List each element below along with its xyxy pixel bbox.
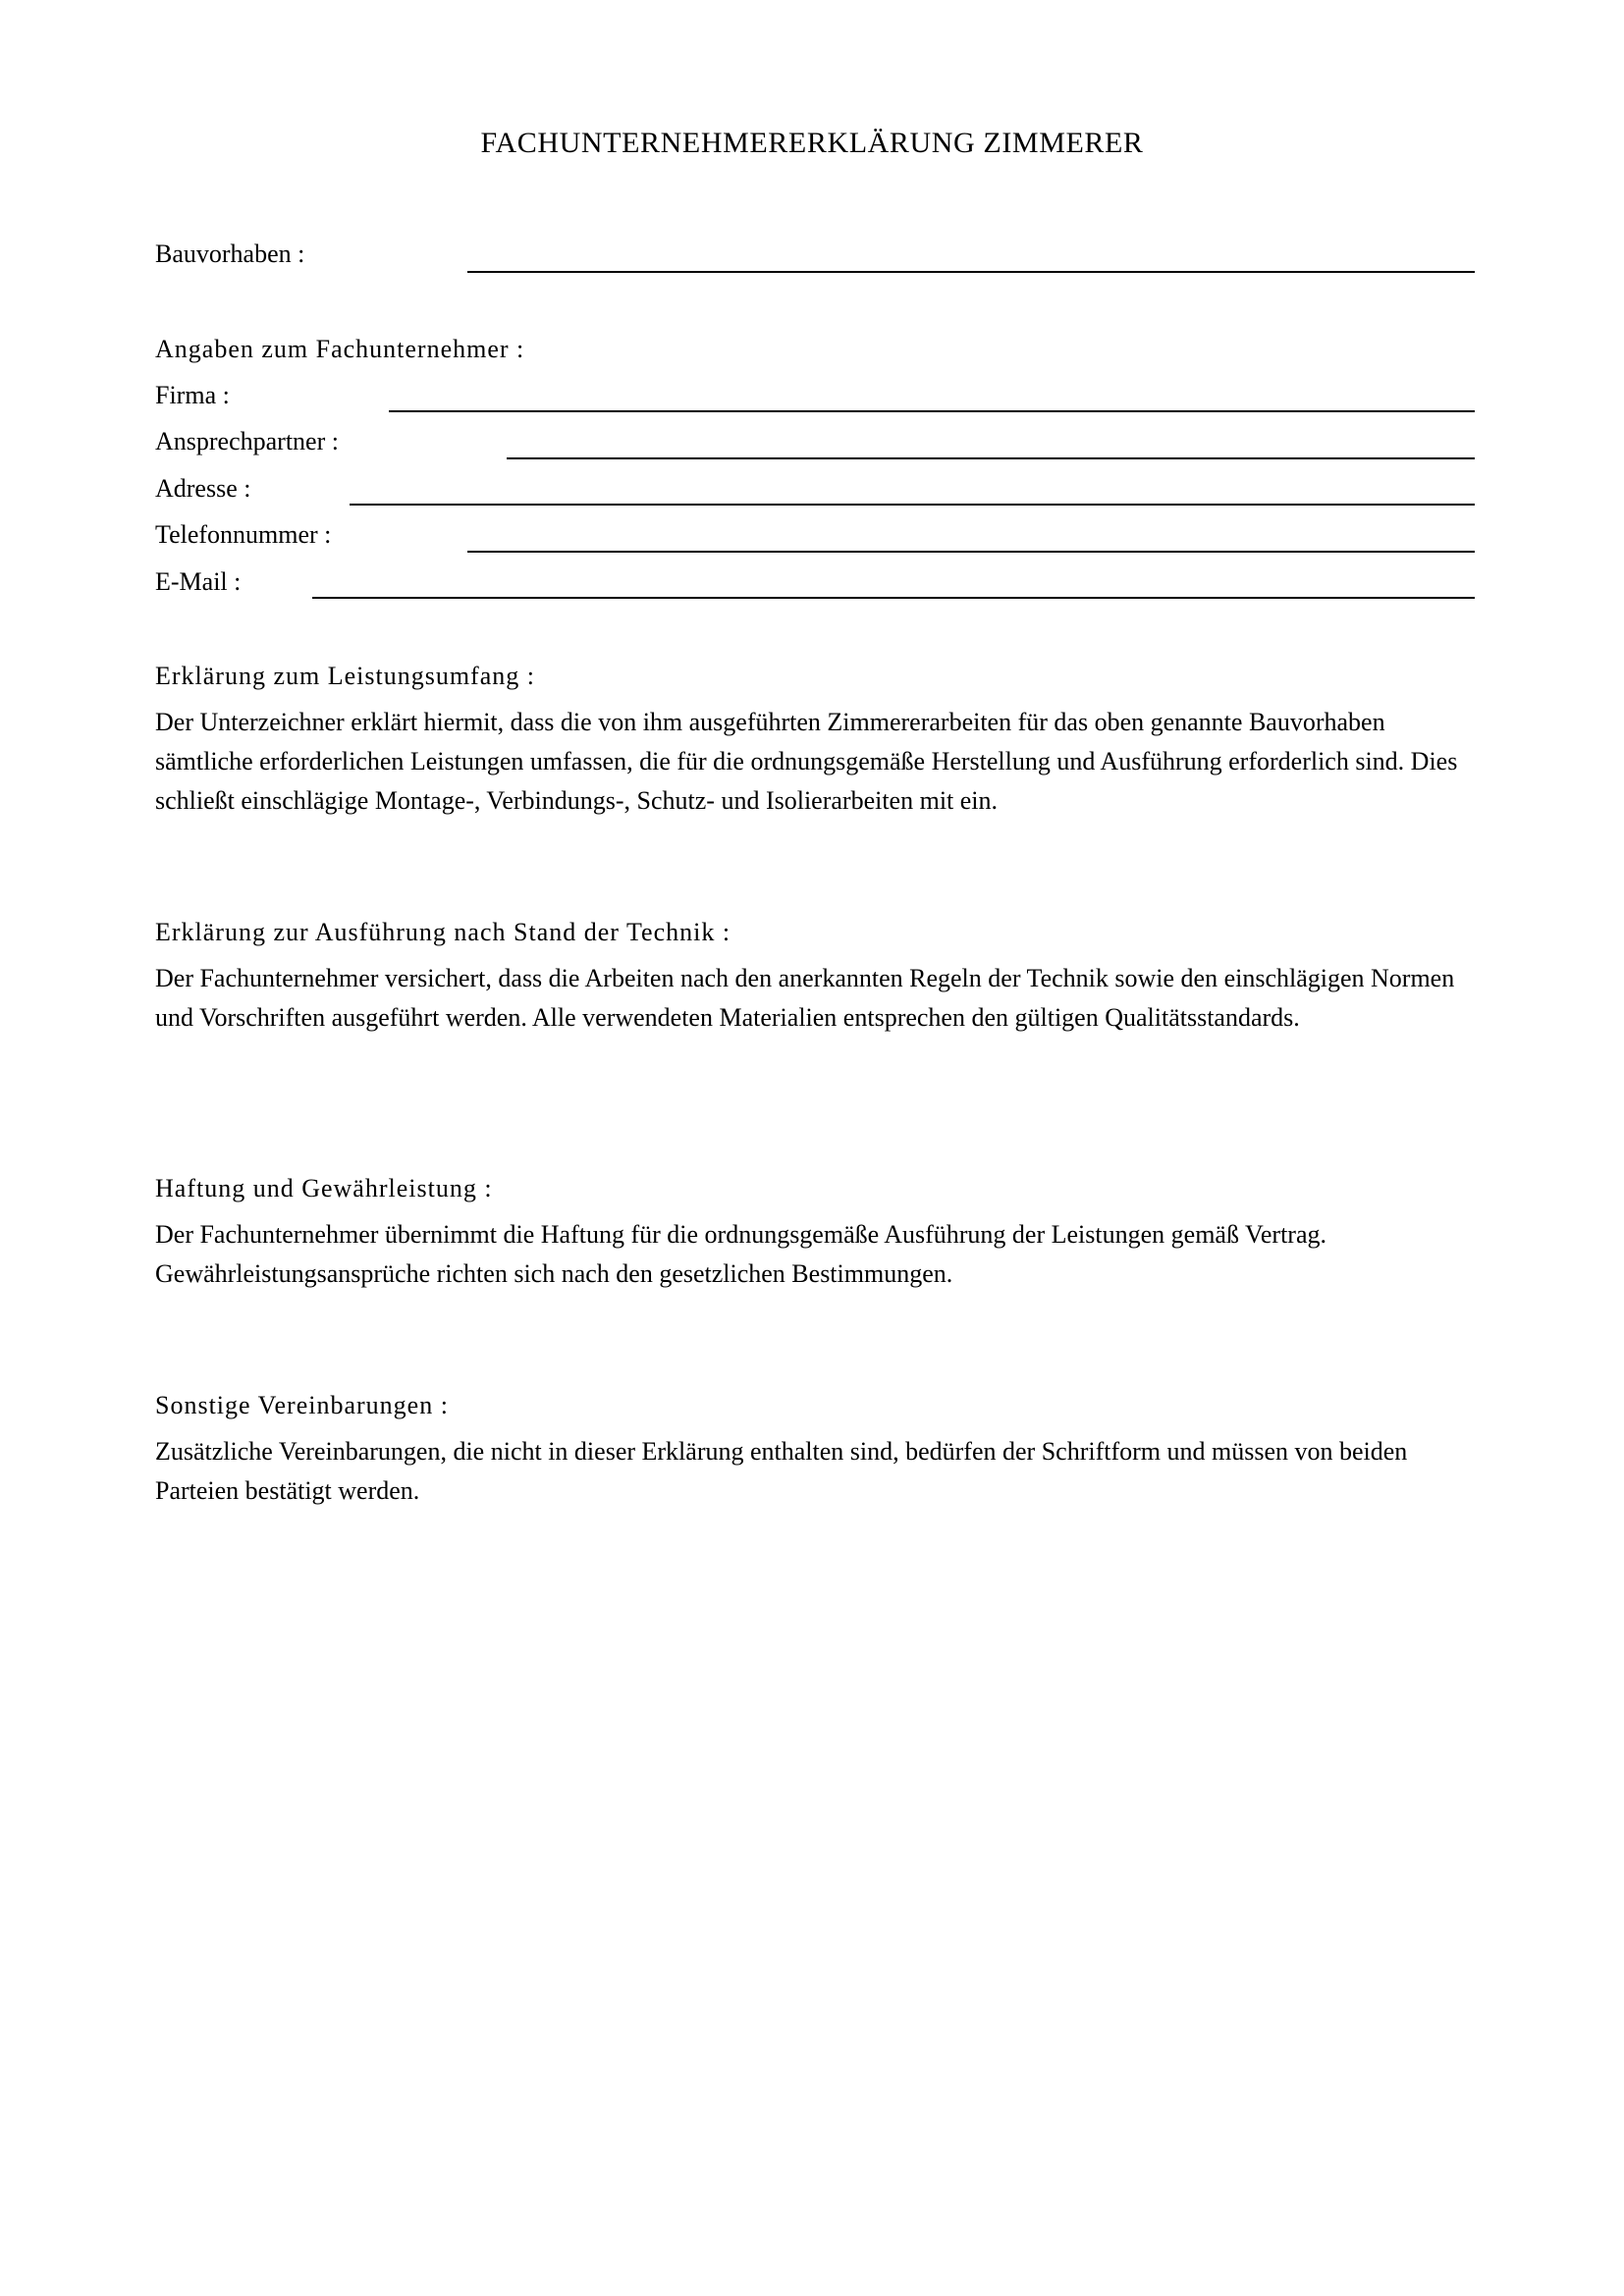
email-label: E-Mail : [155,567,242,596]
angaben-heading: Angaben zum Fachunternehmer : [155,335,525,363]
section-heading-leistungsumfang: Erklärung zum Leistungsumfang : [155,662,535,690]
section-heading-stand-der-technik: Erklärung zur Ausführung nach Stand der Technik : [155,918,731,946]
section-text-haftung: Der Fachunternehmer übernimmt die Haftung für die ordnungsgemäße Ausführung der Leistungen gemäß Vertrag. Gewährleistungsansprüche richten sich nach den gesetzlichen Bestimmungen. [155,1220,1327,1288]
telefonnummer-field-line[interactable] [467,551,1475,553]
firma-label: Firma : [155,381,230,409]
section-heading-haftung: Haftung und Gewährleistung : [155,1174,493,1202]
section-text-sonstige: Zusätzliche Vereinbarungen, die nicht in dieser Erklärung enthalten sind, bedürfen der Schriftform und müssen von beiden Parteien bestätigt werden. [155,1437,1408,1505]
section-text-leistungsumfang: Der Unterzeichner erklärt hiermit, dass die von ihm ausgeführten Zimmererarbeiten für das oben genannte Bauvorhaben sämtliche erforderlichen Leistungen umfassen, die für die ordnungsgemäße Herstellung und Ausführung erforderlich sind. Dies schließt einschlägige Montage-, Verbindungs-, Schutz- und Isolierarbeiten mit ein. [155,708,1458,815]
adresse-label: Adresse : [155,474,251,503]
telefonnummer-label: Telefonnummer : [155,520,332,549]
ansprechpartner-field-line[interactable] [507,457,1475,459]
email-field-line[interactable] [312,597,1475,599]
document-title: FACHUNTERNEHMERERKLÄRUNG ZIMMERER [480,127,1144,159]
section-text-stand-der-technik: Der Fachunternehmer versichert, dass die Arbeiten nach den anerkannten Regeln der Technik sowie den einschlägigen Normen und Vorschriften ausgeführt werden. Alle verwendeten Materialien entsprechen den gültigen Qualitätsstandards. [155,964,1455,1032]
adresse-field-line[interactable] [350,504,1475,506]
firma-field-line[interactable] [389,410,1475,412]
bauvorhaben-label: Bauvorhaben : [155,240,305,268]
bauvorhaben-field-line[interactable] [467,271,1475,273]
ansprechpartner-label: Ansprechpartner : [155,427,339,455]
section-heading-sonstige: Sonstige Vereinbarungen : [155,1391,449,1419]
